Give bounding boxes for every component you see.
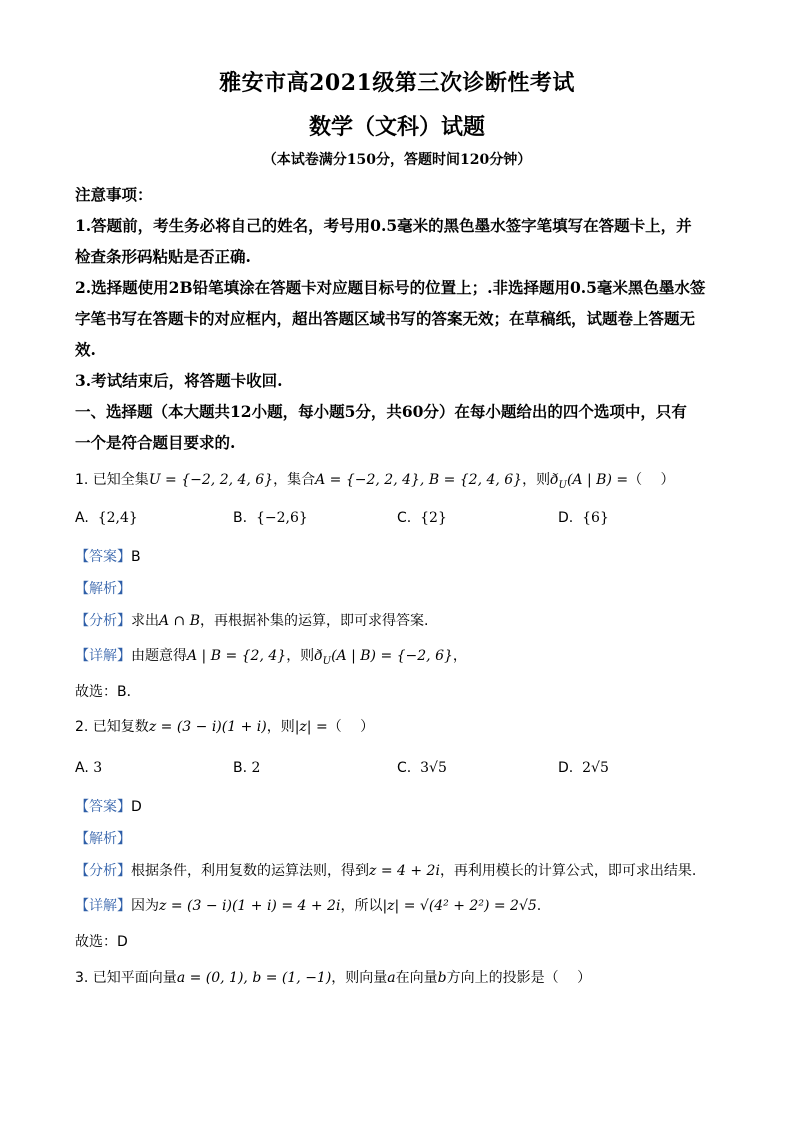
q1-option-b-value: {−2,6} (255, 510, 308, 526)
q1-option-a-value: {2,4} (97, 510, 138, 526)
q1-stem-blank: （ ） (628, 472, 675, 488)
q3-stem-text-c: 在向量 (395, 970, 438, 986)
notice-item-3: 3.考试结束后，将答题卡收回. (75, 371, 283, 390)
q1-xiangjie (75, 645, 467, 667)
q2-option-d (558, 760, 609, 776)
q2-xiangjie-text-c: . (536, 898, 542, 914)
section-1-line-1: 一、选择题（本大题共12小题，每小题5分，共60分）在每小题给出的四个选项中，只有 (75, 402, 687, 421)
exam-subtitle: 数学（文科）试题 (308, 114, 485, 140)
notice-item-2-line-3: 效. (75, 340, 96, 359)
q1-xiangjie-text-a: 由题意得 (131, 648, 187, 664)
q1-fenxi-math: A ∩ B (159, 613, 201, 629)
q1-stem (75, 469, 675, 491)
q1-stem-text-a: 1. 已知全集 (75, 472, 149, 488)
q1-analysis-tag: 【解析】 (75, 581, 131, 597)
q2-stem-math-1: z = (3 − i)(1 + i) (148, 719, 267, 735)
notice-item-2-line-1: 2.选择题使用2B铅笔填涂在答题卡对应题目标号的位置上；.非选择题用0.5毫米黑色墨水签 (75, 278, 706, 297)
q1-stem-text-c: ，则 (522, 472, 551, 488)
q1-universal-set: U = {−2, 2, 4, 6} (148, 472, 274, 488)
q2-option-a-value: 3 (93, 760, 103, 776)
q1-conclusion: 故选：B． (75, 684, 141, 700)
q1-option-a-label: A. (75, 510, 89, 526)
q3-stem-vector-b: b (437, 970, 447, 986)
q2-option-d-label: D. (558, 760, 574, 776)
q2-stem-text-a: 2. 已知复数 (75, 719, 149, 735)
q2-stem-text-b: ，则 (266, 719, 295, 735)
notice-item-1-line-1: 1.答题前，考生务必将自己的姓名，考号用0.5毫米的黑色墨水签字笔填写在答题卡上，并 (75, 216, 692, 235)
notice-item-1-line-2: 检查条形码粘贴是否正确. (75, 247, 251, 266)
q2-option-a-label: A. (75, 760, 89, 776)
q1-complement-symbol: ð (550, 472, 559, 488)
q1-option-d-label: D. (558, 510, 574, 526)
q3-stem-vector-a: a (387, 970, 396, 986)
q1-sets-ab: A = {−2, 2, 4}, B = {2, 4, 6} (315, 472, 523, 488)
q1-xiangjie-math-1: A | B = {2, 4} (187, 648, 287, 664)
q1-option-b (233, 510, 308, 526)
q2-xiangjie-math-2: |z| = √(4² + 2²) = 2√5 (382, 898, 537, 914)
q1-fenxi (75, 610, 428, 630)
q1-complement-expr: (A | B) = (566, 472, 629, 488)
q2-xiangjie-text-a: 因为 (131, 898, 159, 914)
q3-stem-math-1: a = (0, 1), b = (1, −1) (176, 970, 332, 986)
q3-stem-text-b: ，则向量 (331, 970, 388, 986)
q1-option-d (558, 510, 609, 526)
q2-option-b (233, 760, 260, 776)
q2-fenxi-tag: 【分析】 (75, 863, 131, 879)
q2-answer-tag: 【答案】 (75, 799, 131, 815)
q1-xiangjie-complement-sub: U (322, 655, 332, 667)
q1-option-c (397, 510, 447, 526)
q1-complement-sub: U (558, 479, 567, 491)
q2-stem-math-2: |z| = (294, 719, 328, 735)
q2-analysis (75, 828, 131, 848)
q1-xiangjie-tag: 【详解】 (75, 648, 131, 664)
exam-note: （本试卷满分150分，答题时间120分钟） (262, 152, 532, 168)
q2-xiangjie-text-b: ，所以 (340, 898, 383, 914)
q2-analysis-tag: 【解析】 (75, 831, 131, 847)
notice-item-2-line-2: 字笔书写在答题卡的对应框内，超出答题区域书写的答案无效；在草稿纸，试题卷上答题无 (75, 309, 696, 328)
q2-option-b-label: B. (233, 760, 248, 776)
q1-analysis (75, 578, 131, 598)
q1-stem-text-b: ，集合 (273, 472, 316, 488)
q2-xiangjie-tag: 【详解】 (75, 898, 131, 914)
q1-option-b-label: B. (233, 510, 248, 526)
q2-option-c (397, 760, 447, 776)
q1-answer-value: B (131, 549, 141, 565)
q1-fenxi-tag: 【分析】 (75, 613, 131, 629)
q2-fenxi-text-a: 根据条件，利用复数的运算法则，得到 (131, 863, 369, 879)
exam-title: 雅安市高2021级第三次诊断性考试 (219, 70, 575, 96)
notice-heading: 注意事项： (75, 185, 153, 204)
q2-option-d-value: 2√5 (582, 760, 609, 776)
q2-xiangjie (75, 895, 541, 915)
section-1-line-2: 一个是符合题目要求的. (75, 433, 236, 452)
q2-fenxi-text-b: ，再利用模长的计算公式，即可求出结果. (439, 863, 697, 879)
q2-fenxi (75, 860, 696, 880)
q2-fenxi-math: z = 4 + 2i (369, 863, 440, 879)
q1-answer (75, 546, 141, 566)
q1-answer-tag: 【答案】 (75, 549, 131, 565)
q2-conclusion: 故选：D (75, 934, 128, 950)
q2-option-a (75, 760, 102, 776)
q1-fenxi-text-b: ，再根据补集的运算，即可求得答案. (200, 613, 429, 629)
q3-stem (75, 967, 591, 987)
q1-option-c-value: {2} (420, 510, 447, 526)
q2-option-b-value: 2 (251, 760, 261, 776)
q2-stem (75, 716, 374, 736)
q2-option-c-value: 3√5 (420, 760, 447, 776)
q2-answer-value: D (131, 799, 142, 815)
q2-option-c-label: C. (397, 760, 412, 776)
q2-stem-blank: （ ） (327, 719, 375, 735)
q2-answer (75, 796, 142, 816)
q1-option-d-value: {6} (582, 510, 609, 526)
q2-xiangjie-math-1: z = (3 − i)(1 + i) = 4 + 2i (159, 898, 341, 914)
q1-option-c-label: C. (397, 510, 412, 526)
q1-xiangjie-text-b: ，则 (286, 648, 315, 664)
q1-option-a (75, 510, 138, 526)
q1-xiangjie-math-2: (A | B) = {−2, 6} (331, 648, 453, 664)
q1-fenxi-text-a: 求出 (131, 613, 159, 629)
q1-xiangjie-text-c: ， (452, 648, 467, 664)
q3-stem-text-a: 3. 已知平面向量 (75, 970, 177, 986)
q1-xiangjie-complement-symbol: ð (314, 648, 323, 664)
q3-stem-text-d: 方向上的投影是（ ） (446, 970, 592, 986)
